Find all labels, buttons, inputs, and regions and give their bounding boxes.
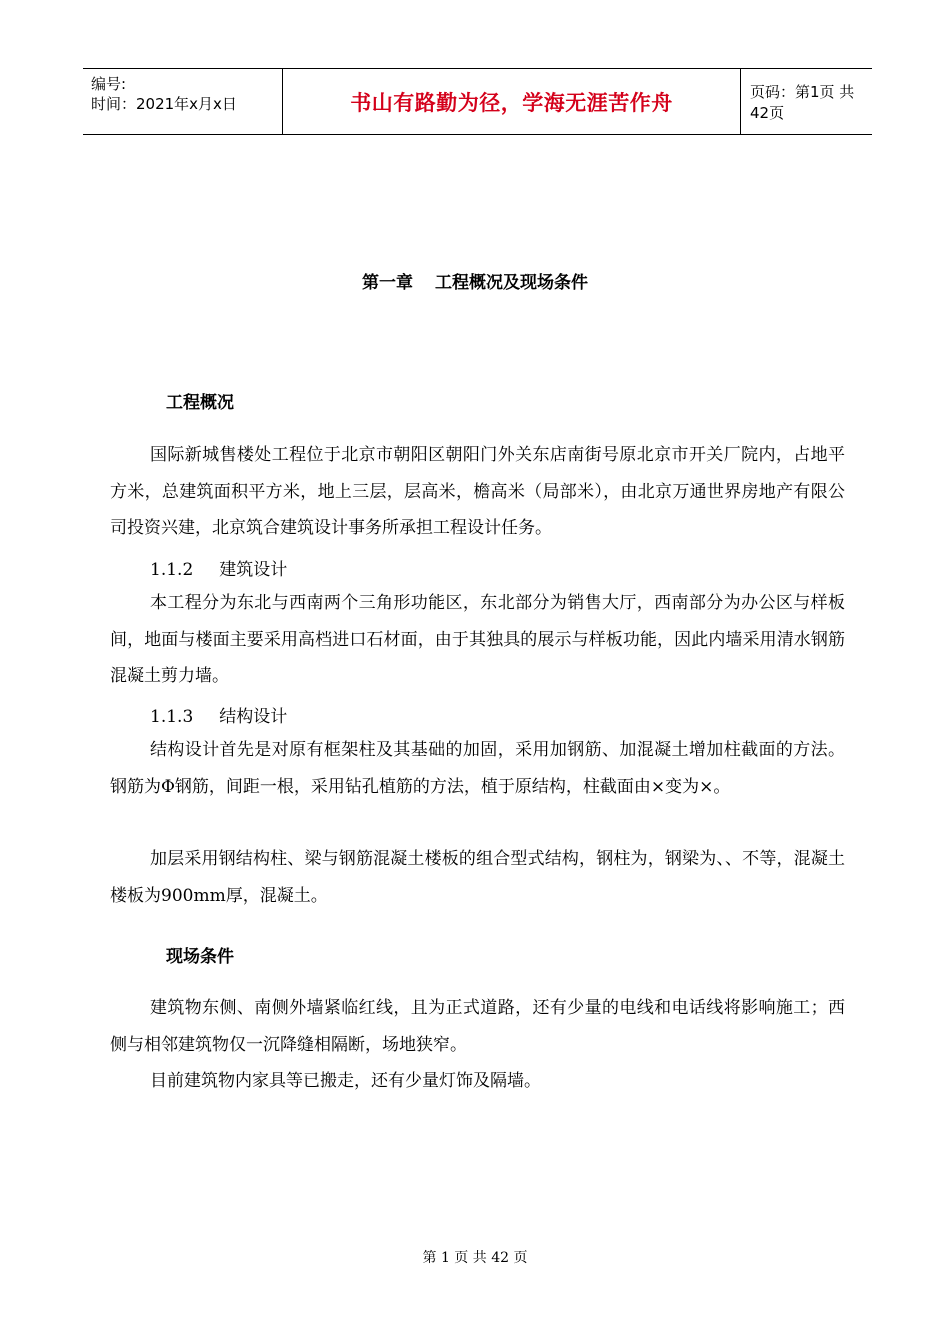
header-motto-cell (283, 69, 741, 134)
structure-paragraph: 结构设计首先是对原有框架柱及其基础的加固，采用加钢筋、加混凝土增加柱截面的方法。钢筋为Φ钢筋，间距一根，采用钻孔植筋的方法，植于原结构，柱截面由×变为×。 (110, 740, 845, 797)
chapter-number: 第一章 (362, 273, 413, 293)
header-meta-cell (83, 69, 283, 134)
header-page-cell (750, 69, 872, 134)
document-header (83, 68, 872, 135)
site-paragraph: 建筑物东侧、南侧外墙紧临红线，且为正式道路，还有少量的电线和电话线将影响施工；西侧与相邻建筑物仅一沉降缝相隔断，场地狭窄。 (110, 998, 845, 1055)
subsection-structure (150, 702, 287, 727)
motto-text: 书山有路勤为径，学海无涯苦作舟 (350, 90, 673, 115)
section-heading-overview: 工程概况 (166, 393, 234, 413)
section-heading-site: 现场条件 (166, 947, 234, 967)
subsection-number: 1.1.2 (150, 560, 194, 580)
site-paragraph-2: 目前建筑物内家具等已搬走，还有少量灯饰及隔墙。 (150, 1071, 541, 1091)
subsection-architecture (150, 555, 287, 580)
subsection-number: 1.1.3 (150, 707, 194, 727)
overview-paragraph: 国际新城售楼处工程位于北京市朝阳区朝阳门外关东店南街号原北京市开关厂院内，占地平方米，总建筑面积平方米，地上三层，层高米，檐高米（局部米），由北京万通世界房地产有限公司投资兴建，北京筑合建筑设计事务所承担工程设计任务。 (110, 445, 845, 538)
chapter-title (0, 268, 950, 293)
architecture-paragraph: 本工程分为东北与西南两个三角形功能区，东北部分为销售大厅，西南部分为办公区与样板间，地面与楼面主要采用高档进口石材面，由于其独具的展示与样板功能，因此内墙采用清水钢筋混凝土剪力墙。 (110, 593, 845, 686)
chapter-name: 工程概况及现场条件 (435, 273, 588, 293)
time-label: 时间：2021年x月x日 (91, 95, 237, 113)
number-label: 编号: (91, 75, 127, 93)
floor-addition-paragraph: 加层采用钢结构柱、梁与钢筋混凝土楼板的组合型式结构，钢柱为，钢梁为、、不等，混凝土楼板为900mm厚，混凝土。 (110, 849, 845, 906)
page-label: 页码：第1页 共42页 (750, 82, 855, 122)
page-footer: 第 1 页 共 42 页 (422, 1250, 528, 1266)
subsection-title: 建筑设计 (219, 560, 288, 580)
subsection-title: 结构设计 (219, 707, 288, 727)
